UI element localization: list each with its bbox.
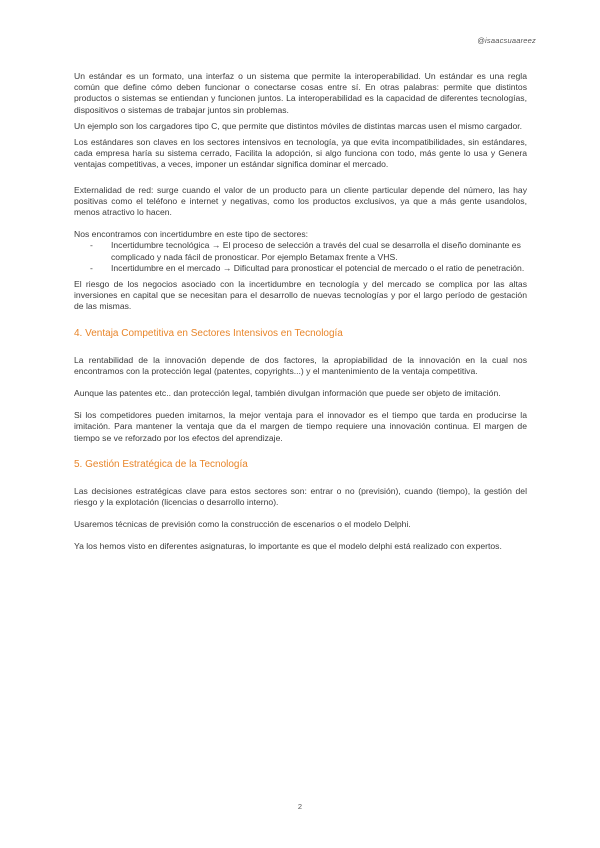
paragraph-patents: Aunque las patentes etc.. dan protección legal, también divulgan información que puede ser objeto de imitación. bbox=[74, 388, 501, 399]
paragraph-imitation-time: Si los competidores pueden imitarnos, la mejor ventaja para el innovador es el tiempo que tarda en producirse la imitación. Para mantener la ventaja que da el margen de tiempo requiere una innovación continua. El margen de tiempo se ve reforzado por los efectos del aprendizaje. bbox=[74, 410, 527, 443]
paragraph-network-externality: Externalidad de red: surge cuando el valor de un producto para un cliente particular depende del número, las hay positivas como el teléfono e internet y negativas, como los productos exclusivos, ya que a más gente usandolos, menos atractivo lo hacen. bbox=[74, 184, 527, 218]
paragraph-delphi: Ya los hemos visto en diferentes asignaturas, lo importante es que el modelo delphi está realizado con expertos. bbox=[74, 541, 502, 552]
paragraph-forecasting: Usaremos técnicas de previsión como la construcción de escenarios o el modelo Delphi. bbox=[74, 519, 411, 530]
paragraph-standards-key: Los estándares son claves en los sectores intensivos en tecnología, ya que evita incompatibilidades, sin estándares, cada empresa haría su sistema cerrado, Facilita la adopción, si algo funciona con todo, más gente lo usa y Genera ventajas competitivas, a veces, imponer un estándar significa dominar el mercado. bbox=[74, 137, 527, 170]
list-item bbox=[74, 240, 527, 262]
paragraph-strategic-decisions: Las decisiones estratégicas clave para estos sectores son: entrar o no (previsión), cuando (tiempo), la gestión del riesgo y la explotación (licencias o desarrollo interno). bbox=[74, 485, 527, 508]
page-content bbox=[74, 71, 527, 553]
section-heading-5: 5. Gestión Estratégica de la Tecnología bbox=[74, 458, 248, 470]
list-item-text: Incertidumbre tecnológica → El proceso de selección a través del cual se desarrolla el diseño dominante es complicado y nada fácil de pronosticar. Por ejemplo Betamax frente a VHS. bbox=[111, 240, 521, 262]
author-handle: @isaacsuaareez bbox=[477, 36, 536, 45]
paragraph-uncertainty-intro: Nos encontramos con incertidumbre en este tipo de sectores: bbox=[74, 229, 309, 240]
paragraph-standard-definition: Un estándar es un formato, una interfaz o un sistema que permite la interoperabilidad. Un estándar es una regla común que define cómo deben funcionar o conectarse cosas entre sí. En otras palabras: permite que distintos productos o sistemas se entiendan y funcionen juntos. La interoperabilidad es la capacidad de diferentes tecnologías, dispositivos o sistemas de trabajar juntos sin problemas. bbox=[74, 71, 527, 115]
paragraph-business-risk: El riesgo de los negocios asociado con la incertidumbre en tecnología y del mercado se complica por las altas inversiones en capital que se necesitan para el desarrollo de nuevas tecnologías y por el largo período de gestación de las mismas. bbox=[74, 279, 527, 312]
paragraph-charger-example: Un ejemplo son los cargadores tipo C, que permite que distintos móviles de distintas marcas usen el mismo cargador. bbox=[74, 120, 523, 131]
list-dash: - bbox=[90, 262, 93, 273]
section-heading-4: 4. Ventaja Competitiva en Sectores Intensivos en Tecnología bbox=[74, 327, 343, 339]
list-item bbox=[74, 263, 527, 274]
uncertainty-list bbox=[74, 240, 527, 274]
list-dash: - bbox=[90, 240, 93, 251]
page-number: 2 bbox=[297, 802, 303, 811]
paragraph-profitability: La rentabilidad de la innovación depende de dos factores, la apropiabilidad de la innovación en la cual nos encontramos con la protección legal (patentes, copyrights...) y el mantenimiento de la ventaja competitiva. bbox=[74, 354, 527, 376]
list-item-text: Incertidumbre en el mercado → Dificultad para pronosticar el potencial de mercado o el ratio de penetración. bbox=[111, 262, 525, 273]
